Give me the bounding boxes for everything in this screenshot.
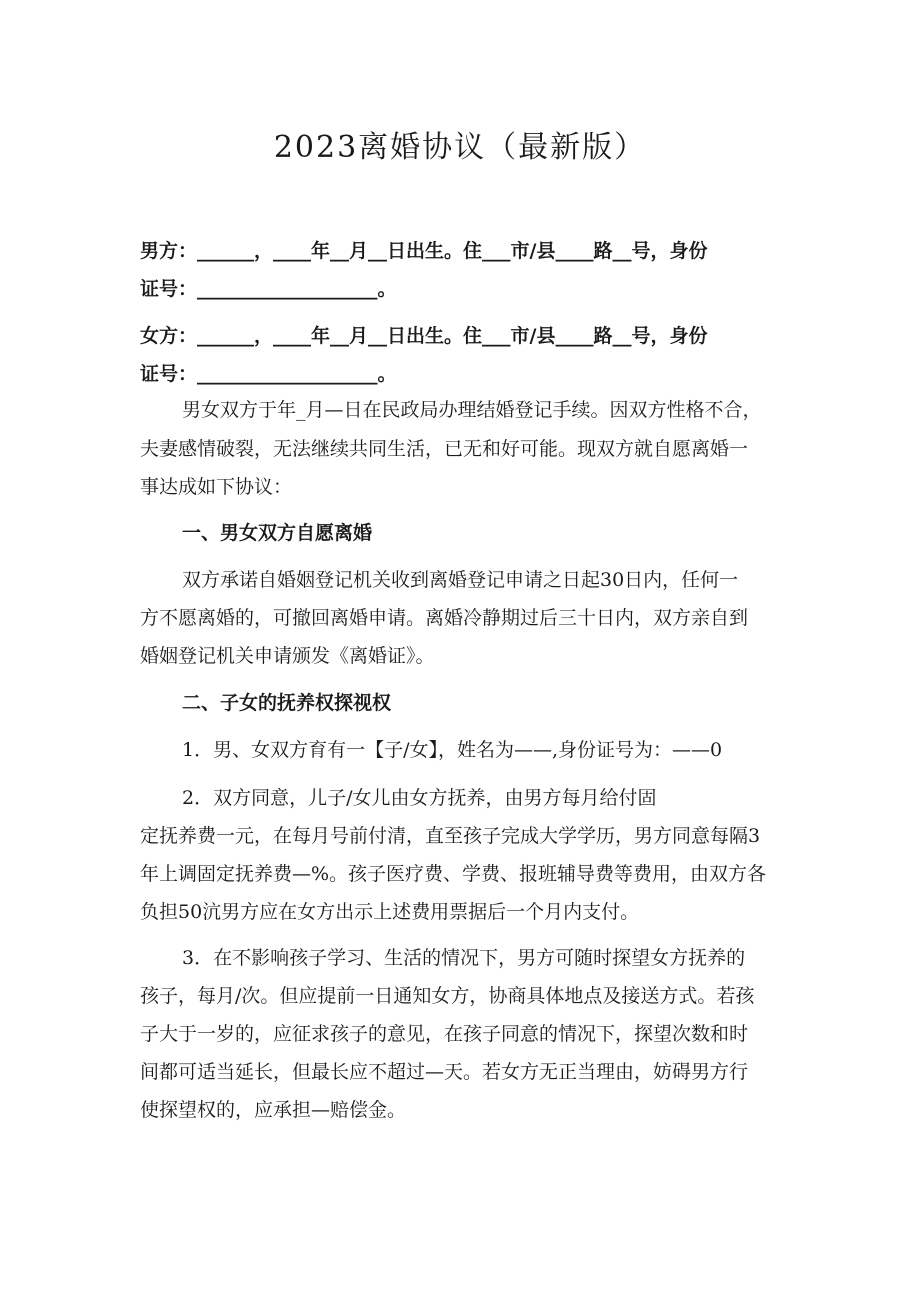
section-2-item-2-line-3: 年上调固定抚养费—%。孩子医疗费、学费、报班辅导费等费用，由双方各 xyxy=(140,863,767,885)
section-1-line-2: 方不愿离婚的，可撤回离婚申请。离婚冷静期过后三十日内，双方亲自到 xyxy=(140,607,749,629)
female-party-line-2: 证号：___________________。 xyxy=(140,363,397,385)
intro-line-2: 夫妻感情破裂，无法继续共同生活，已无和好可能。现双方就自愿离婚一 xyxy=(140,438,749,460)
section-2-item-2-line-2: 定抚养费一元，在每月号前付清，直至孩子完成大学学历，男方同意每隔3 xyxy=(140,825,761,847)
section-2-item-2-line-4: 负担50沆男方应在女方出示上述费用票据后一个月内支付。 xyxy=(140,901,640,923)
section-1-line-3: 婚姻登记机关申请颁发《离婚证》。 xyxy=(140,645,435,667)
male-party-line-2: 证号：___________________。 xyxy=(140,278,397,300)
section-2-item-2-line-1: 2．双方同意，儿子/女儿由女方抚养，由男方每月给付固 xyxy=(182,787,657,809)
section-1-heading: 一、男女双方自愿离婚 xyxy=(182,522,373,544)
section-1-line-1: 双方承诺自婚姻登记机关收到离婚登记申请之日起30日内，任何一 xyxy=(182,569,739,591)
section-2-item-3-line-3: 子大于一岁的，应征求孩子的意见，在孩子同意的情况下，探望次数和时 xyxy=(140,1023,749,1045)
section-2-item-3-line-1: 3．在不影响孩子学习、生活的情况下，男方可随时探望女方抚养的 xyxy=(182,947,746,969)
intro-line-1: 男女双方于年_月—日在民政局办理结婚登记手续。因双方性格不合， xyxy=(182,399,762,421)
female-party-line-1: 女方：______，____年__月__日出生。住___市/县____路__号，身份 xyxy=(140,325,708,347)
section-2-item-3-line-4: 间都可适当延长，但最长应不超过—天。若女方无正当理由，妨碍男方行 xyxy=(140,1061,749,1083)
intro-line-3: 事达成如下协议： xyxy=(140,476,293,498)
section-2-heading: 二、子女的抚养权探视权 xyxy=(182,692,392,714)
male-party-line-1: 男方：______，____年__月__日出生。住___市/县____路__号，身份 xyxy=(140,240,708,262)
section-2-item-1: 1．男、女双方育有一【子/女】，姓名为——,身份证号为：——0 xyxy=(182,739,723,761)
document-title: 2023离婚协议（最新版） xyxy=(273,130,647,165)
section-2-item-3-line-2: 孩子，每月/次。但应提前一日通知女方，协商具体地点及接送方式。若孩 xyxy=(140,985,755,1007)
section-2-item-3-line-5: 使探望权的，应承担—赔偿金。 xyxy=(140,1099,407,1121)
